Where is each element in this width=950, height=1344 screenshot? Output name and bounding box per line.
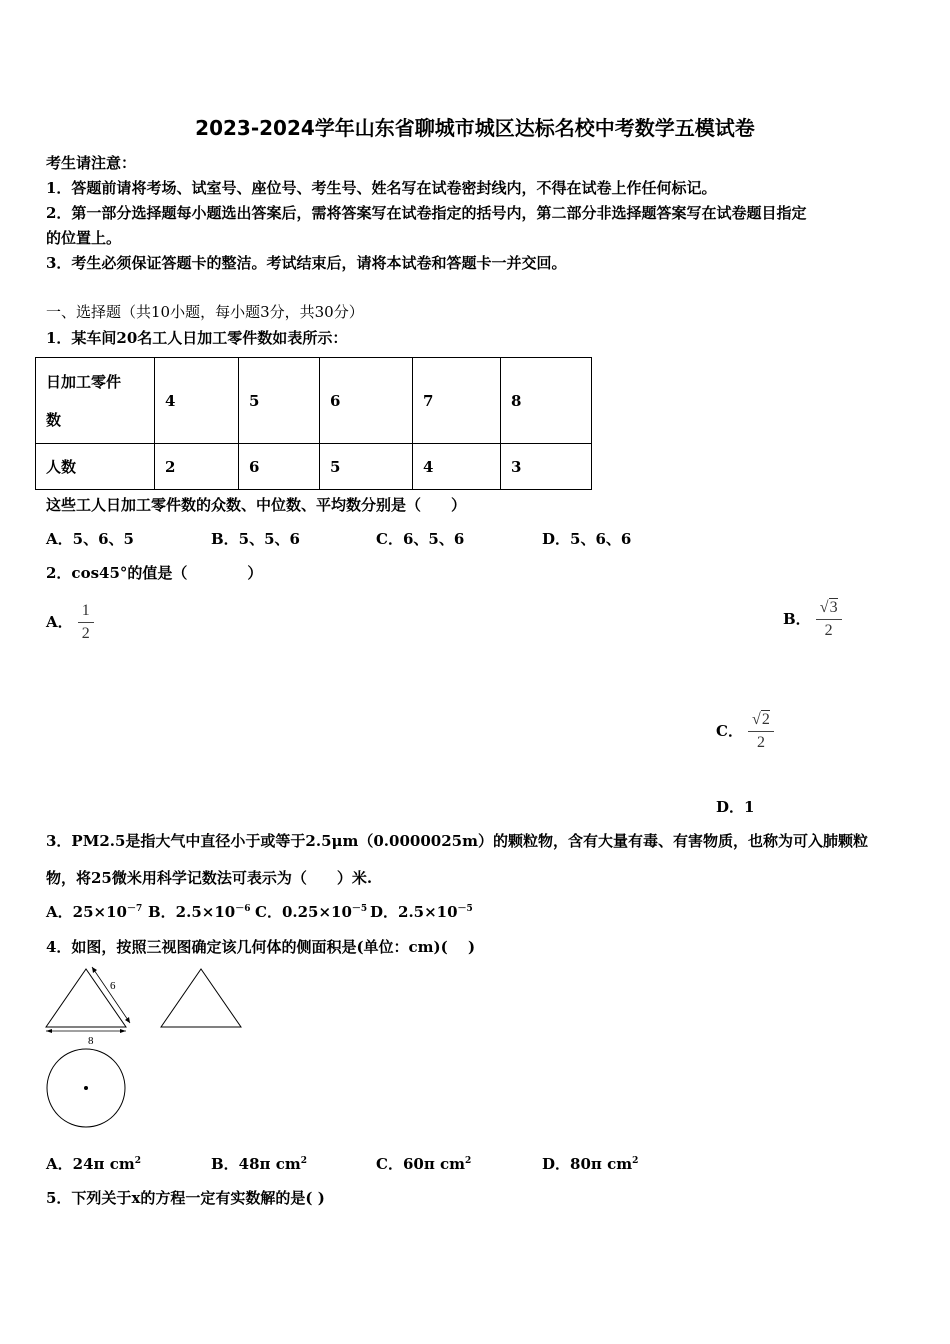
table-cell: 8 [501,358,592,444]
option-d: D．5、6、6 [542,530,632,548]
page-title: 2023-2024学年山东省聊城市城区达标名校中考数学五模试卷 [195,116,755,140]
question-3-stem: 物，将25微米用科学记数法可表示为（ ）米. [46,869,373,887]
table-cell: 6 [239,444,320,490]
side-view-triangle [161,969,241,1027]
fraction: $\frac{√2}{2}$ [748,709,774,754]
question-2-stem: 2．cos45°的值是（ ） [46,564,263,582]
option-a: A． $\frac{1}{2}$ [46,600,94,645]
table-cell: 4 [155,358,239,444]
notice-item: 2．第一部分选择题每小题选出答案后，需将答案写在试卷指定的括号内，第二部分非选择题答案写在试卷题目指定 [46,204,807,222]
option-c: C．$0.25\times 10^{-5}$ [255,903,368,921]
option-c: C．60π $cm^2$ [376,1155,472,1173]
option-a: A．$25\times 10^{-7}$ [46,903,143,921]
front-view-triangle [46,969,126,1027]
question-4-stem: 4．如图，按照三视图确定该几何体的侧面积是(单位：cm)( ) [46,938,476,956]
table-cell: 7 [413,358,501,444]
table-cell: 5 [320,444,413,490]
notice-heading: 考生请注意： [46,154,137,172]
arrow-head [125,1017,130,1023]
question-1-table [35,357,592,490]
arrow-head [120,1029,126,1033]
option-b: B．5、5、6 [211,530,300,548]
table-cell: 4 [413,444,501,490]
question-1-text: 这些工人日加工零件数的众数、中位数、平均数分别是（ ） [46,496,467,514]
notice-item: 3．考生必须保证答题卡的整洁。考试结束后，请将本试卷和答题卡一并交回。 [46,254,567,272]
table-header-cell: 人数 [36,444,155,490]
option-b: B．$2.5\times 10^{-6}$ [148,903,251,921]
option-d: D．1 [716,798,755,816]
base-label: 8 [88,1035,94,1047]
option-b: B．48π $cm^2$ [211,1155,308,1173]
three-view-figure [40,963,250,1133]
slant-label: 6 [110,980,116,992]
arrow-head [46,1029,52,1033]
section-heading: 一、选择题（共10小题，每小题3分，共30分） [46,303,364,321]
question-3-stem: 3．PM2.5是指大气中直径小于或等于2.5μm（0.0000025m）的颗粒物，含有大量有毒、有害物质，也称为可入肺颗粒 [46,832,868,850]
question-5-stem: 5．下列关于x的方程一定有实数解的是( ) [46,1189,325,1207]
option-c: C． $\frac{√2}{2}$ [716,709,774,754]
notice-item: 的位置上。 [46,229,122,247]
fraction: $\frac{√3}{2}$ [816,597,842,642]
option-a: A．5、6、5 [46,530,134,548]
center-point [84,1086,88,1090]
option-c: C．6、5、6 [376,530,465,548]
slant-dimension-line [92,967,130,1023]
option-d: D．80π $cm^2$ [542,1155,639,1173]
table-cell: 5 [239,358,320,444]
arrow-head [92,967,97,973]
option-a: A．24π $cm^2$ [46,1155,141,1173]
question-1-stem: 1．某车间20名工人日加工零件数如表所示： [46,329,348,347]
option-b: B． $\frac{√3}{2}$ [783,597,842,642]
table-cell: 2 [155,444,239,490]
notice-item: 1．答题前请将考场、试室号、座位号、考生号、姓名写在试卷密封线内，不得在试卷上作任何标记。 [46,179,717,197]
table-header-cell: 日加工零件 数 [36,358,155,444]
option-d: D．$2.5\times 10^{-5}$ [370,903,473,921]
fraction: $\frac{1}{2}$ [78,600,94,645]
table-cell: 6 [320,358,413,444]
table-cell: 3 [501,444,592,490]
